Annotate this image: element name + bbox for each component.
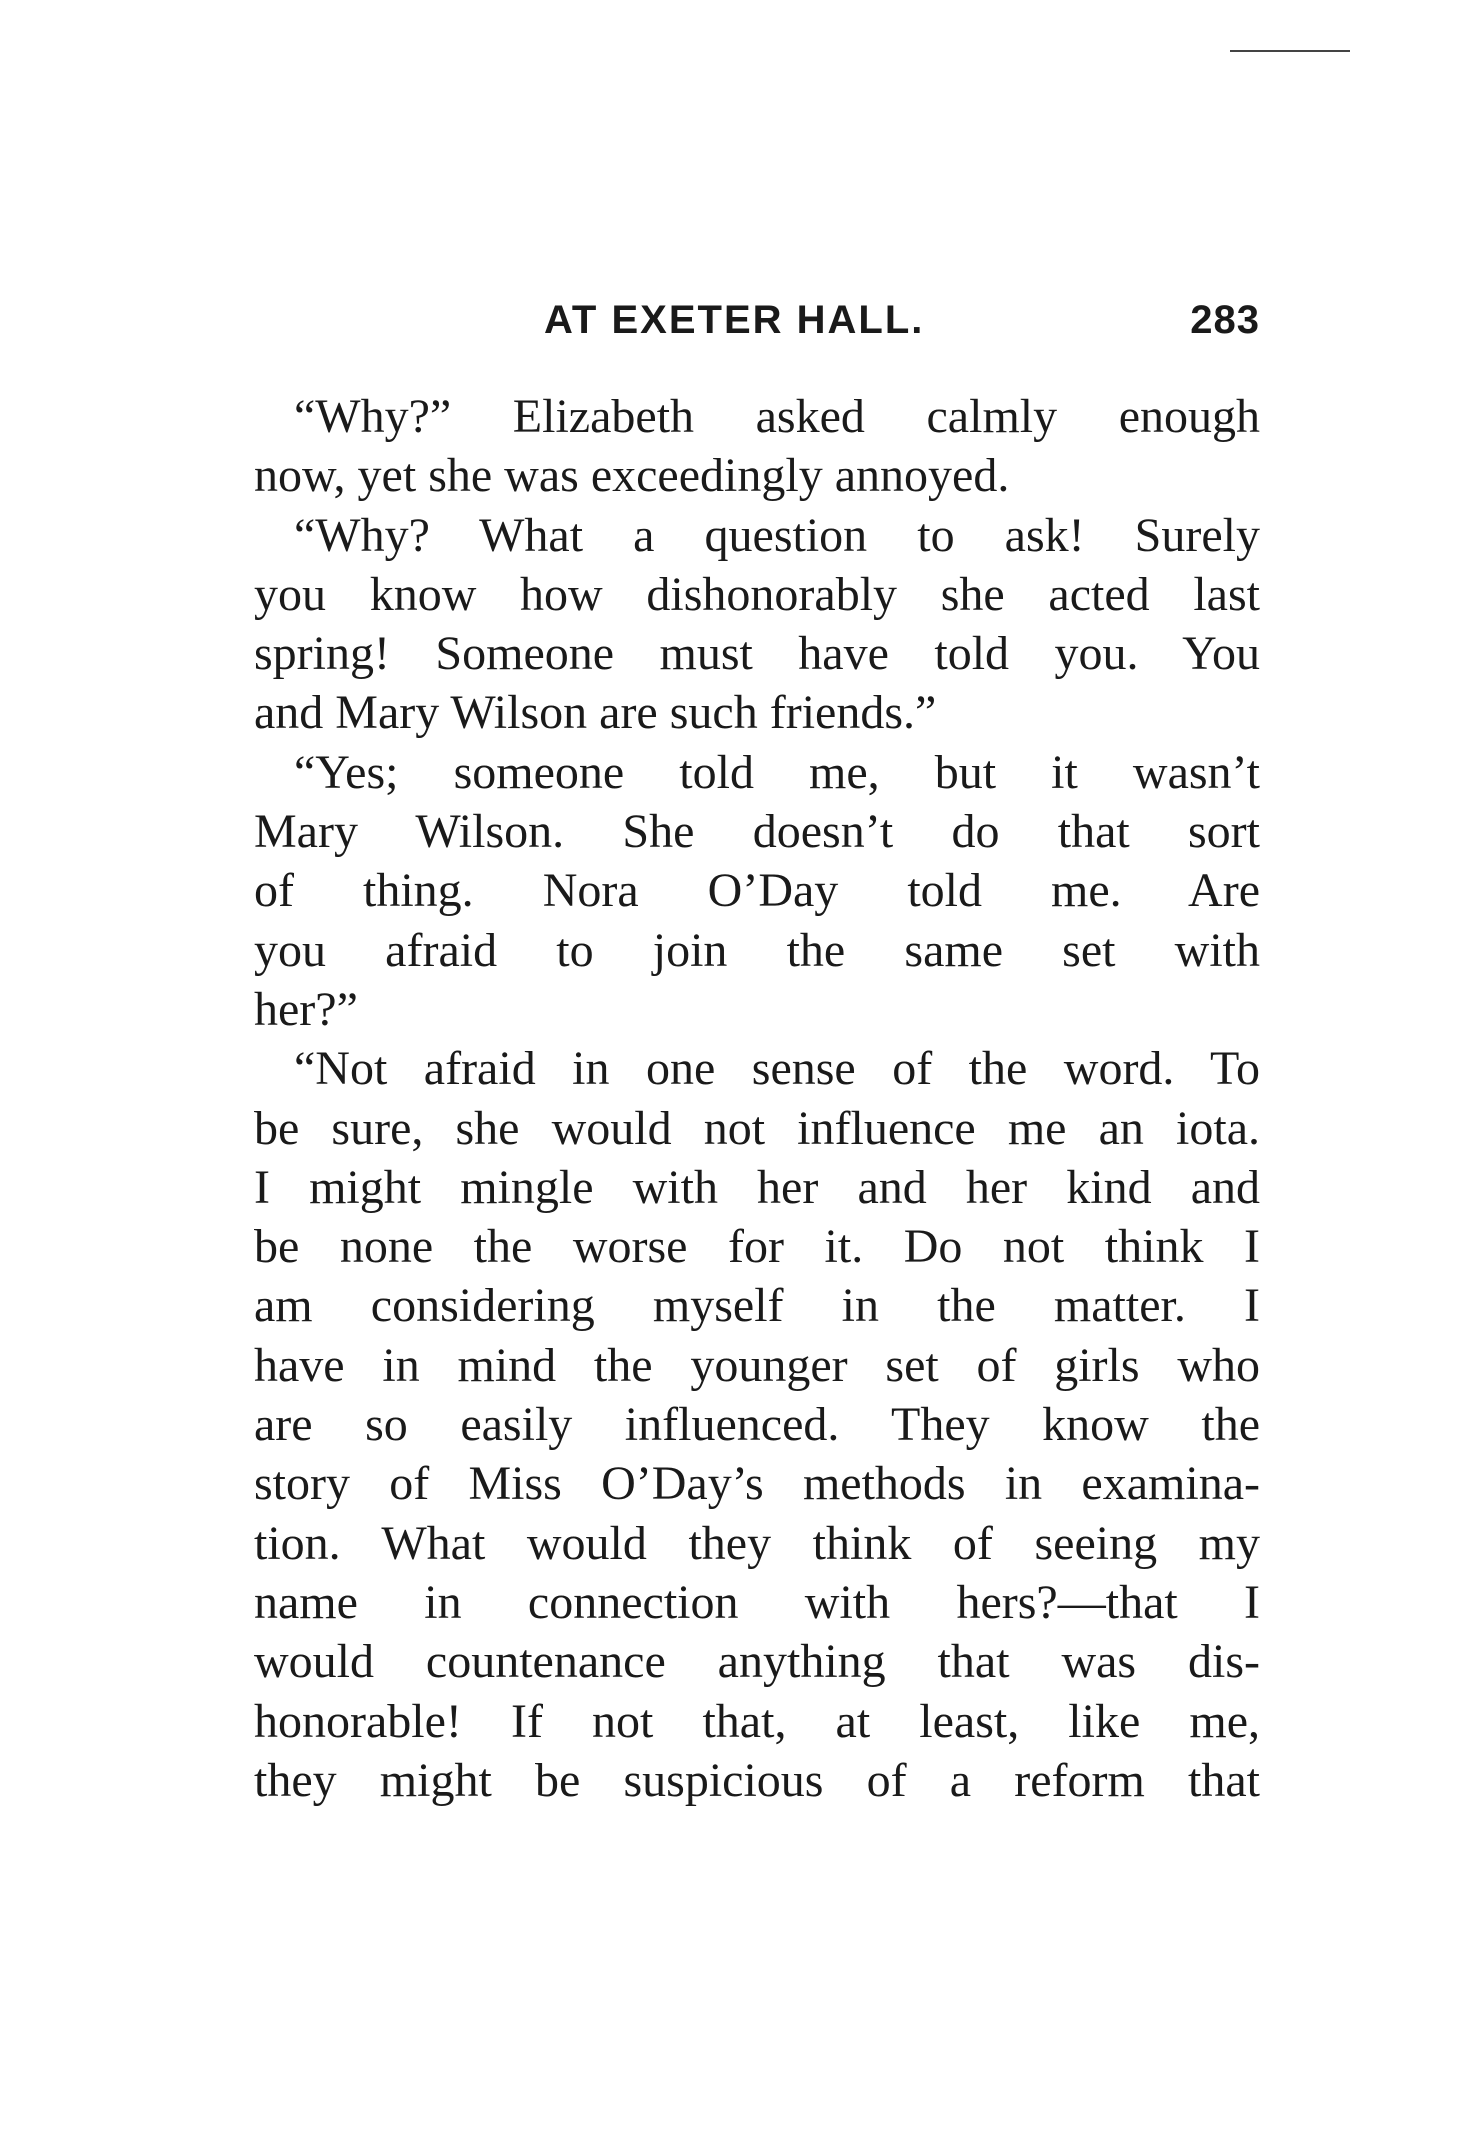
text-line: am considering myself in the matter. I [254,1279,1260,1333]
text-line: spring! Someone must have told you. You [254,627,1260,681]
text-line: be sure, she would not influence me an iota. [254,1101,1260,1155]
text-line: “Why?” Elizabeth asked calmly enough [294,390,1260,443]
text-line: story of Miss O’Day’s methods in examina- [254,1457,1260,1511]
text-line: are so easily influenced. They know the [254,1398,1260,1452]
text-line: have in mind the younger set of girls who [254,1338,1260,1392]
body-text [254,387,1260,1810]
text-line: honorable! If not that, at least, like me, [254,1694,1260,1748]
text-line: of thing. Nora O’Day told me. Are [254,864,1260,918]
text-line: and Mary Wilson are such friends.” [254,686,937,740]
top-rule [1230,50,1350,52]
text-line: “Yes; someone told me, but it wasn’t [294,745,1260,799]
text-line: you afraid to join the same set with [254,923,1260,977]
text-line: would countenance anything that was dis- [254,1635,1260,1689]
text-line: they might be suspicious of a reform that [254,1753,1260,1807]
text-line: I might mingle with her and her kind and [254,1160,1260,1214]
page-number: 283 [1190,298,1260,342]
paragraph [254,387,1260,506]
text-line: tion. What would they think of seeing my [254,1516,1260,1570]
paragraph [254,743,1260,1039]
text-line: be none the worse for it. Do not think I [254,1220,1260,1274]
text-line: “Not afraid in one sense of the word. To [294,1042,1260,1096]
paragraph [254,1039,1260,1810]
paragraph [254,506,1260,743]
running-head: AT EXETER HALL. [544,298,925,342]
text-line: Mary Wilson. She doesn’t do that sort [254,805,1260,859]
text-line: now, yet she was exceedingly annoyed. [254,449,1010,503]
text-line: you know how dishonorably she acted last [254,567,1260,621]
text-line: her?” [254,982,358,1036]
page-header [254,298,1260,350]
text-line: name in connection with hers?—that I [254,1575,1260,1629]
text-line: “Why? What a question to ask! Surely [294,508,1260,562]
